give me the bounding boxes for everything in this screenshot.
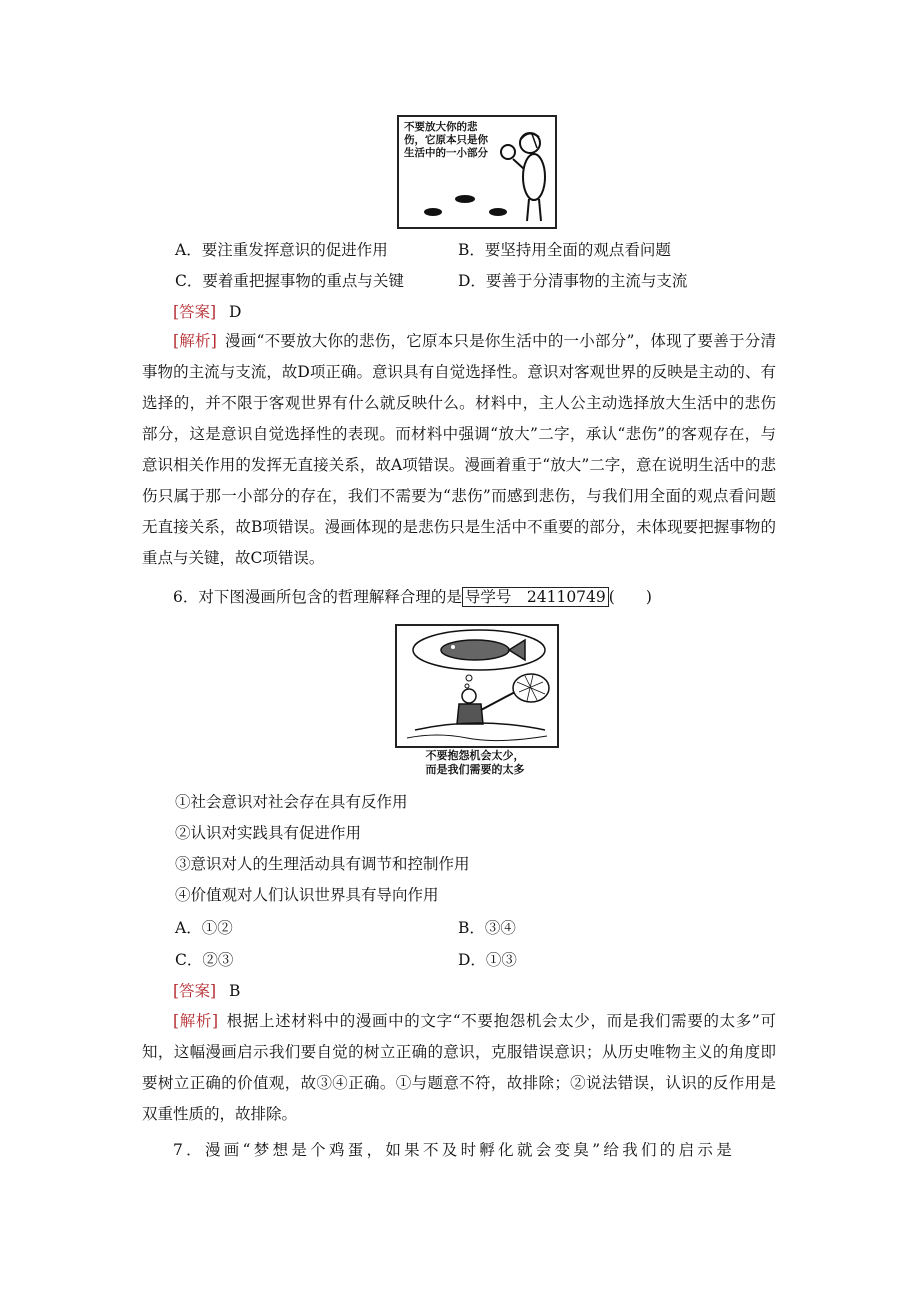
- cartoon-fishing-caption: [390, 749, 560, 777]
- cartoon-sadness-figure: [399, 117, 555, 227]
- cartoon-fishing-figure: [397, 626, 557, 746]
- q6-analysis-label: [解析]: [173, 1012, 219, 1030]
- q5-option-c: C．要着重把握事物的重点与关键: [175, 272, 404, 290]
- cartoon-sadness-text: 不要放大你的悲伤，它原本只是你生活中的一小部分: [404, 121, 488, 159]
- q6-option-d: D．①③: [458, 951, 517, 969]
- q6-stem: [173, 586, 652, 608]
- q6-option-c: C．②③: [175, 951, 234, 969]
- q7-stem: 7．漫画“梦想是个鸡蛋，如果不及时孵化就会变臭”给我们的启示是: [173, 1141, 736, 1159]
- q6-blank: ( ): [608, 588, 652, 606]
- q6-option-b: B．③④: [458, 919, 516, 937]
- q5-answer-label: [答案]: [173, 303, 217, 321]
- q6-answer-value: B: [229, 982, 241, 1000]
- caption-line-2: 而是我们需要的太多: [425, 763, 525, 776]
- q5-analysis: [142, 326, 776, 574]
- cartoon-sadness: [397, 115, 557, 229]
- q5-analysis-text: 漫画“不要放大你的悲伤，它原本只是你生活中的一小部分”，体现了要善于分清事物的主流与支流，故D项正确。意识具有自觉选择性。意识对客观世界的反映是主动的、有选择的，并不限于客观世界有什么就反映什么。材料中，主人公主动选择放大生活中的悲伤部分，这是意识自觉选择性的表现。而材料中强调“放大”二字，承认“悲伤”的客观存在，与意识相关作用的发挥无直接关系，故A项错误。漫画着重于“放大”二字，意在说明生活中的悲伤只属于那一小部分的存在，我们不需要为“悲伤”而感到悲伤，与我们用全面的观点看问题无直接关系，故B项错误。漫画体现的是悲伤只是生活中不重要的部分，未体现要把握事物的重点与关键，故C项错误。: [142, 332, 776, 567]
- q6-analysis-text: 根据上述材料中的漫画中的文字“不要抱怨机会太少，而是我们需要的太多”可知，这幅漫画启示我们要自觉的树立正确的意识，克服错误意识；从历史唯物主义的角度即要树立正确的价值观，故③④正确。①与题意不符，故排除；②说法错误，认识的反作用是双重性质的，故排除。: [142, 1012, 776, 1123]
- cartoon-fishing: [395, 624, 559, 748]
- q6-code-box: 导学号 24110749: [462, 587, 609, 607]
- caption-line-1: 不要抱怨机会太少，: [425, 749, 525, 762]
- q6-option-a: A．①②: [175, 919, 233, 937]
- q5-answer: [173, 301, 241, 323]
- q6-answer-label: [答案]: [173, 982, 217, 1000]
- q5-option-d: D．要善于分清事物的主流与支流: [458, 272, 688, 290]
- q6-item-2: ②认识对实践具有促进作用: [175, 824, 362, 842]
- q5-answer-value: D: [229, 303, 242, 321]
- q5-option-b: B．要坚持用全面的观点看问题: [458, 241, 671, 259]
- q6-item-3: ③意识对人的生理活动具有调节和控制作用: [175, 855, 470, 873]
- q6-item-4: ④价值观对人们认识世界具有导向作用: [175, 886, 439, 904]
- q6-stem-text: 6．对下图漫画所包含的哲理解释合理的是: [173, 588, 462, 606]
- q6-answer: [173, 980, 240, 1002]
- q5-analysis-label: [解析]: [173, 332, 217, 350]
- q6-analysis: [142, 1006, 776, 1130]
- q5-option-a: A．要注重发挥意识的促进作用: [175, 241, 388, 259]
- q6-item-1: ①社会意识对社会存在具有反作用: [175, 793, 408, 811]
